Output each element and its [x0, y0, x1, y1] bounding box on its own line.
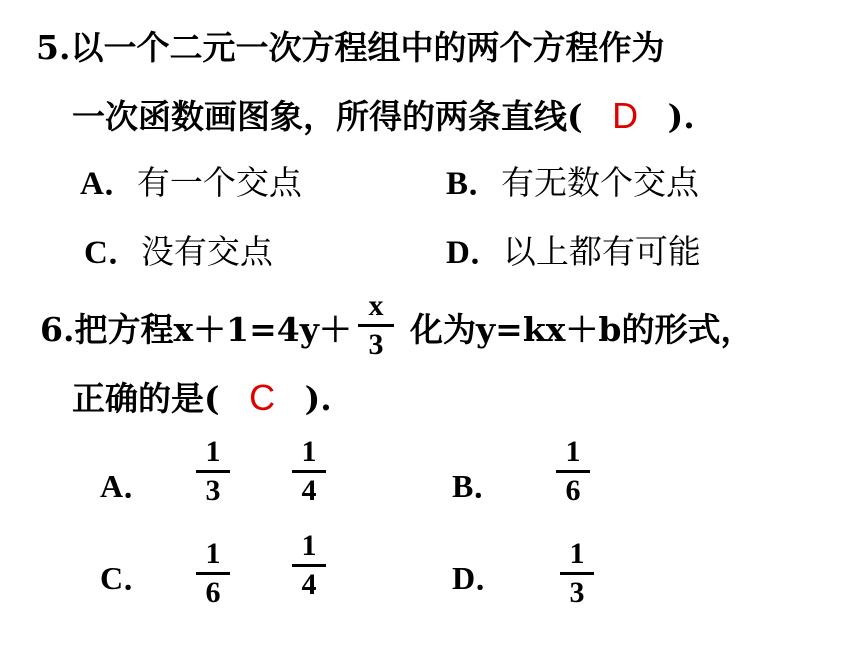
- fraction-denominator: 3: [569, 576, 585, 609]
- q6-option-a-label: A．: [100, 468, 156, 504]
- q5-option-a-label: A．: [80, 166, 137, 202]
- q5-option-d-label: D．: [446, 235, 503, 271]
- q6-fraction-num: x: [368, 289, 384, 322]
- q5-line1: 5.以一个二元一次方程组中的两个方程作为: [36, 28, 665, 67]
- q6-line2-post: ).: [304, 379, 332, 418]
- q6-option-a-fraction-2: [292, 436, 326, 507]
- q6-line2-pre: 正确的是(: [72, 379, 220, 418]
- q6-line1-post: 化为y=kx＋b的形式，: [410, 310, 754, 349]
- q6-option-b-fraction-1: [556, 436, 590, 507]
- fraction-numerator: 1: [569, 537, 585, 570]
- q5-option-c-label: C．: [84, 235, 141, 271]
- q6-option-c-fraction-2: [292, 530, 326, 601]
- q5-option-a: [80, 163, 302, 204]
- fraction-numerator: 1: [205, 435, 221, 468]
- q5-option-a-text: 有一个交点: [136, 163, 302, 202]
- q6-fraction-x-over-3: [358, 290, 394, 361]
- fraction-bar: [292, 564, 326, 567]
- fraction-numerator: 1: [301, 435, 317, 468]
- q5-line2-post: ).: [667, 97, 695, 136]
- q6-option-b-label: B．: [452, 468, 506, 504]
- fraction-bar: [358, 324, 394, 327]
- fraction-bar: [292, 470, 326, 473]
- fraction-denominator: 3: [205, 474, 221, 507]
- fraction-numerator: 1: [565, 435, 581, 468]
- q5-line2-pre: 一次函数画图象，所得的两条直线(: [72, 97, 583, 136]
- q5-option-c-text: 没有交点: [140, 232, 273, 271]
- q5-option-d: [446, 232, 701, 273]
- fraction-bar: [556, 470, 590, 473]
- fraction-denominator: 4: [301, 568, 317, 601]
- q5-option-b-label: B．: [446, 166, 502, 202]
- q6-option-a-fraction-1: [196, 436, 230, 507]
- q6-line2: [72, 378, 332, 419]
- fraction-bar: [196, 470, 230, 473]
- q6-option-c-label: C．: [100, 560, 156, 596]
- q6-option-d-label: D．: [452, 560, 508, 596]
- fraction-bar: [560, 572, 594, 575]
- q6-line1-pre: 6.把方程x＋1=4y＋: [40, 310, 352, 349]
- q6-option-c-fraction-1: [196, 538, 230, 609]
- q6-answer: C: [249, 377, 276, 418]
- q5-line2: [72, 96, 695, 137]
- q5-option-c: [84, 232, 273, 273]
- fraction-bar: [196, 572, 230, 575]
- fraction-denominator: 6: [205, 576, 221, 609]
- q6-option-d-fraction-1: [560, 538, 594, 609]
- fraction-numerator: 1: [301, 529, 317, 562]
- q5-option-d-text: 以上都有可能: [502, 232, 701, 271]
- q5-answer: D: [612, 95, 639, 136]
- q5-option-b-text: 有无数个交点: [501, 163, 700, 202]
- q6-fraction-den: 3: [368, 328, 384, 361]
- fraction-denominator: 4: [301, 474, 317, 507]
- fraction-numerator: 1: [205, 537, 221, 570]
- q5-option-b: [446, 163, 699, 204]
- fraction-denominator: 6: [565, 474, 581, 507]
